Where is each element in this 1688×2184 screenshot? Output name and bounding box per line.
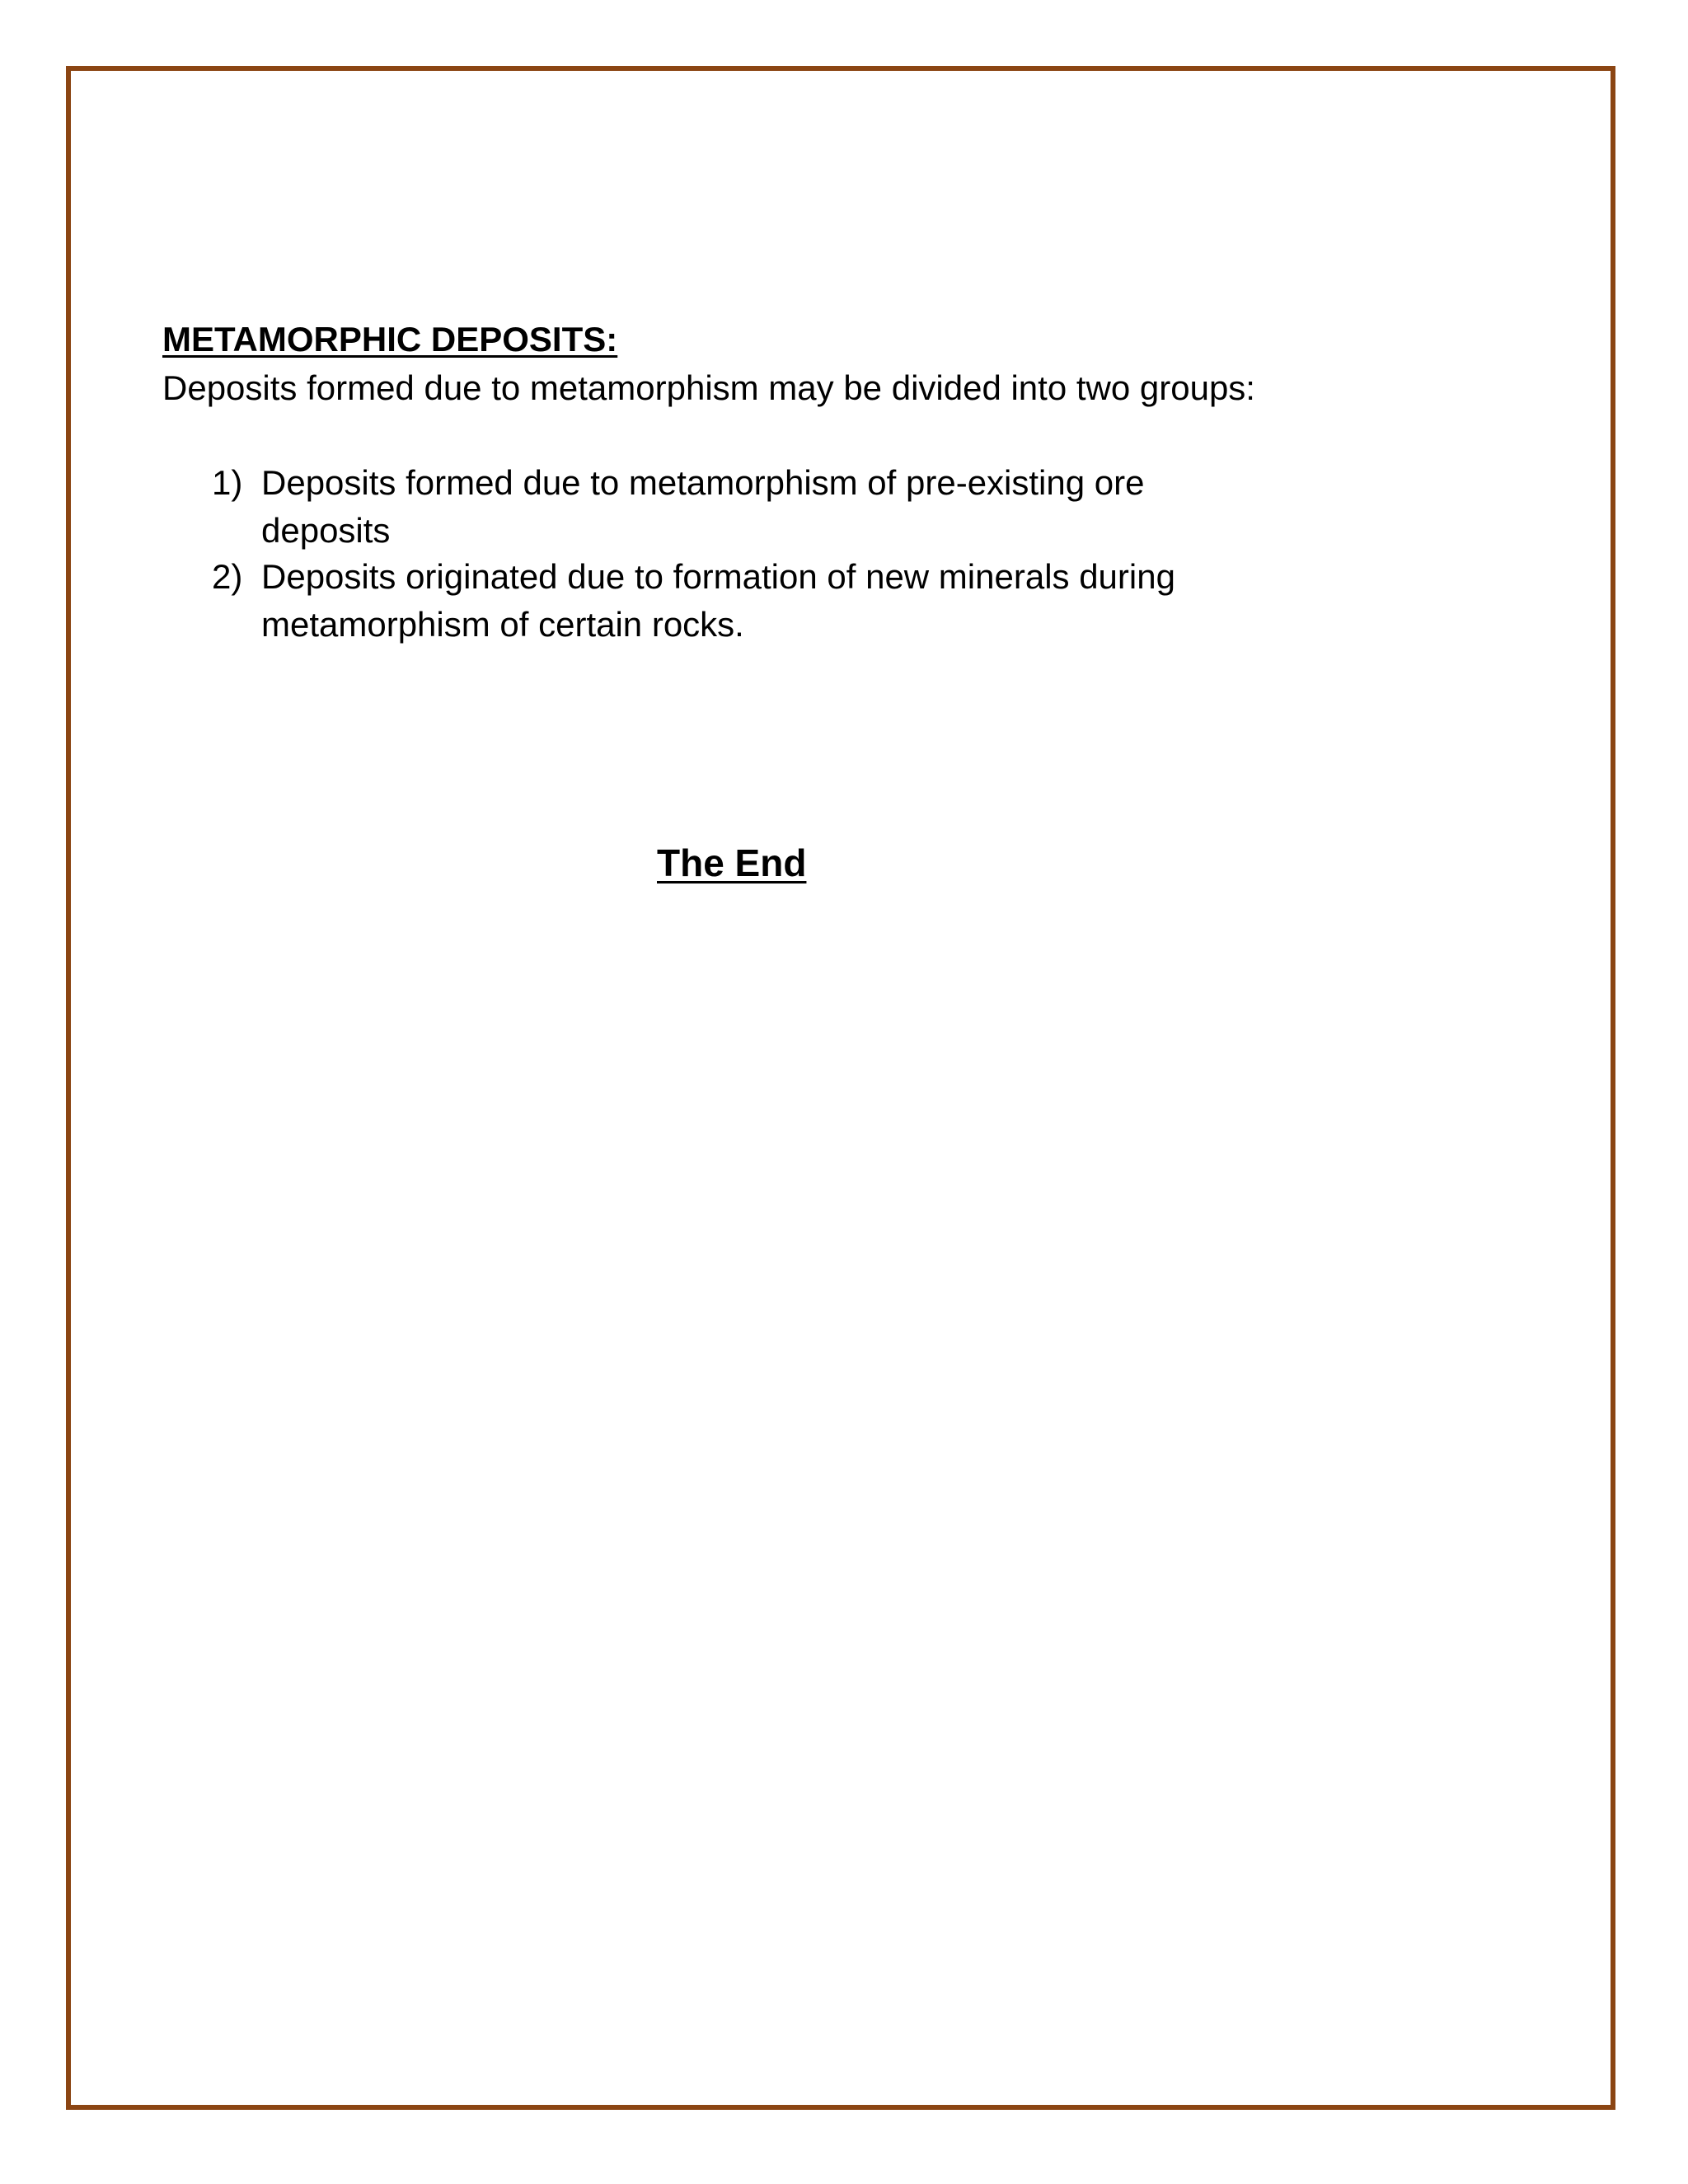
- list-item-text: Deposits originated due to formation of new minerals during metamorphism of certain rocks.: [261, 557, 1175, 644]
- list-item-text: Deposits formed due to metamorphism of pre-existing ore deposits: [261, 463, 1145, 550]
- list-item-number: 2): [212, 557, 243, 596]
- closing-title: The End: [657, 841, 807, 884]
- section-heading: METAMORPHIC DEPOSITS:: [162, 320, 618, 359]
- list-item-number: 1): [212, 463, 243, 502]
- intro-paragraph: Deposits formed due to metamorphism may be divided into two groups:: [162, 368, 1255, 407]
